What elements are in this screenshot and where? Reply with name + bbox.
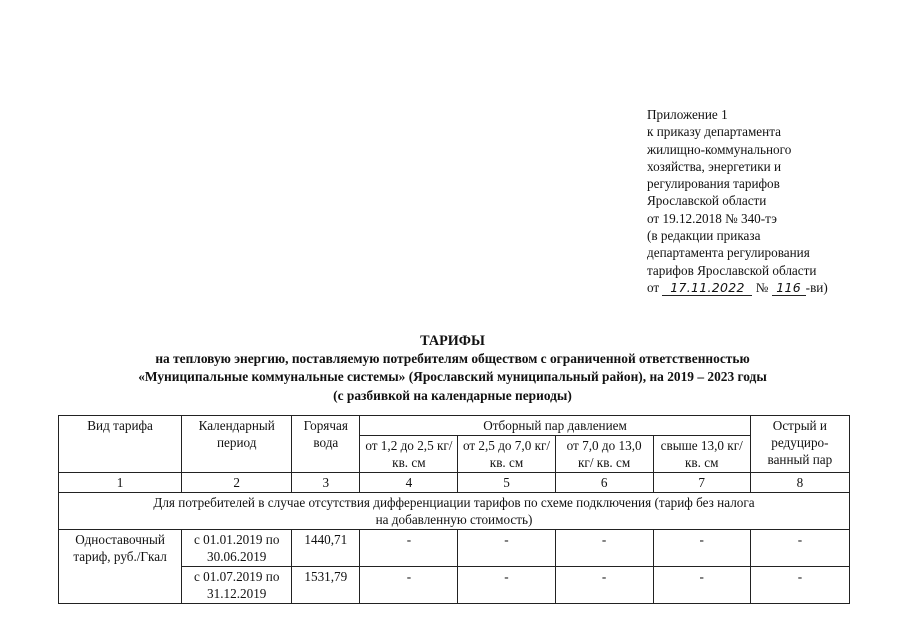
section-caption: Для потребителей в случае отсутствия дифференциации тарифов по схеме подключения (тариф без налога на добавленную стоимость) (59, 493, 850, 530)
col-number: 8 (750, 473, 849, 493)
tariff-table (58, 415, 850, 604)
sharp-steam-value: - (750, 530, 849, 567)
header-steam-4: свыше 13,0 кг/ кв. см (653, 436, 750, 473)
steam-4-value: - (653, 530, 750, 567)
header-row (59, 416, 850, 436)
document-title: ТАРИФЫ (420, 333, 485, 349)
steam-3-value: - (555, 530, 653, 567)
steam-1-value: - (360, 530, 458, 567)
tariff-name: Одноставочный тариф, руб./Гкал (59, 530, 182, 604)
appendix-line: департамента регулирования (647, 245, 810, 261)
col-number: 6 (555, 473, 653, 493)
steam-1-value: - (360, 567, 458, 604)
header-steam-3: от 7,0 до 13,0 кг/ кв. см (555, 436, 653, 473)
number-sign: № (755, 279, 769, 295)
appendix-amendment-line (647, 279, 897, 296)
col-number: 5 (458, 473, 555, 493)
section-row (59, 493, 850, 530)
header-steam-2: от 2,5 до 7,0 кг/ кв. см (458, 436, 555, 473)
appendix-line: Приложение 1 (647, 107, 728, 122)
hot-water-value: 1440,71 (292, 530, 360, 567)
period-cell: с 01.07.2019 по 31.12.2019 (182, 567, 292, 604)
title-line-1: на тепловую энергию, поставляемую потребителям обществом с ограниченной ответственностью (155, 351, 750, 367)
table-row (59, 530, 850, 567)
steam-4-value: - (653, 567, 750, 604)
appendix-line: тарифов Ярославской области (647, 262, 817, 278)
handwritten-number: 116 (772, 281, 806, 296)
amendment-suffix: -ви) (805, 279, 828, 295)
col-number: 2 (182, 473, 292, 493)
appendix-line: к приказу департамента (647, 124, 781, 140)
title-line-3: (с разбивкой на календарные периоды) (333, 387, 572, 403)
title-line-2: «Муниципальные коммунальные системы» (Ярославский муниципальный район), на 2019 – 2023 годы (138, 369, 767, 385)
steam-2-value: - (458, 567, 555, 604)
appendix-line: хозяйства, энергетики и (647, 158, 782, 174)
steam-3-value: - (555, 567, 653, 604)
appendix-line: Ярославской области (647, 193, 767, 209)
col-number: 4 (360, 473, 458, 493)
document-heading (0, 332, 905, 405)
column-number-row (59, 473, 850, 493)
header-hot-water: Горячая вода (292, 416, 360, 473)
header-sharp-steam: Острый и редуциро-ванный пар (750, 416, 849, 473)
header-steam: Отборный пар давлением (360, 416, 750, 436)
col-number: 7 (653, 473, 750, 493)
appendix-line: от 19.12.2018 № 340-тэ (647, 210, 777, 226)
sharp-steam-value: - (750, 567, 849, 604)
appendix-block (647, 106, 897, 296)
amendment-prefix: от (647, 279, 660, 295)
steam-2-value: - (458, 530, 555, 567)
handwritten-date: 17.11.2022 (662, 281, 752, 296)
period-cell: с 01.01.2019 по 30.06.2019 (182, 530, 292, 567)
appendix-line: регулирования тарифов (647, 176, 780, 192)
col-number: 3 (292, 473, 360, 493)
col-number: 1 (59, 473, 182, 493)
header-tariff-type: Вид тарифа (59, 416, 182, 473)
header-steam-1: от 1,2 до 2,5 кг/ кв. см (360, 436, 458, 473)
hot-water-value: 1531,79 (292, 567, 360, 604)
appendix-line: жилищно-коммунального (647, 141, 792, 157)
header-period: Календарный период (182, 416, 292, 473)
appendix-line: (в редакции приказа (647, 228, 761, 244)
